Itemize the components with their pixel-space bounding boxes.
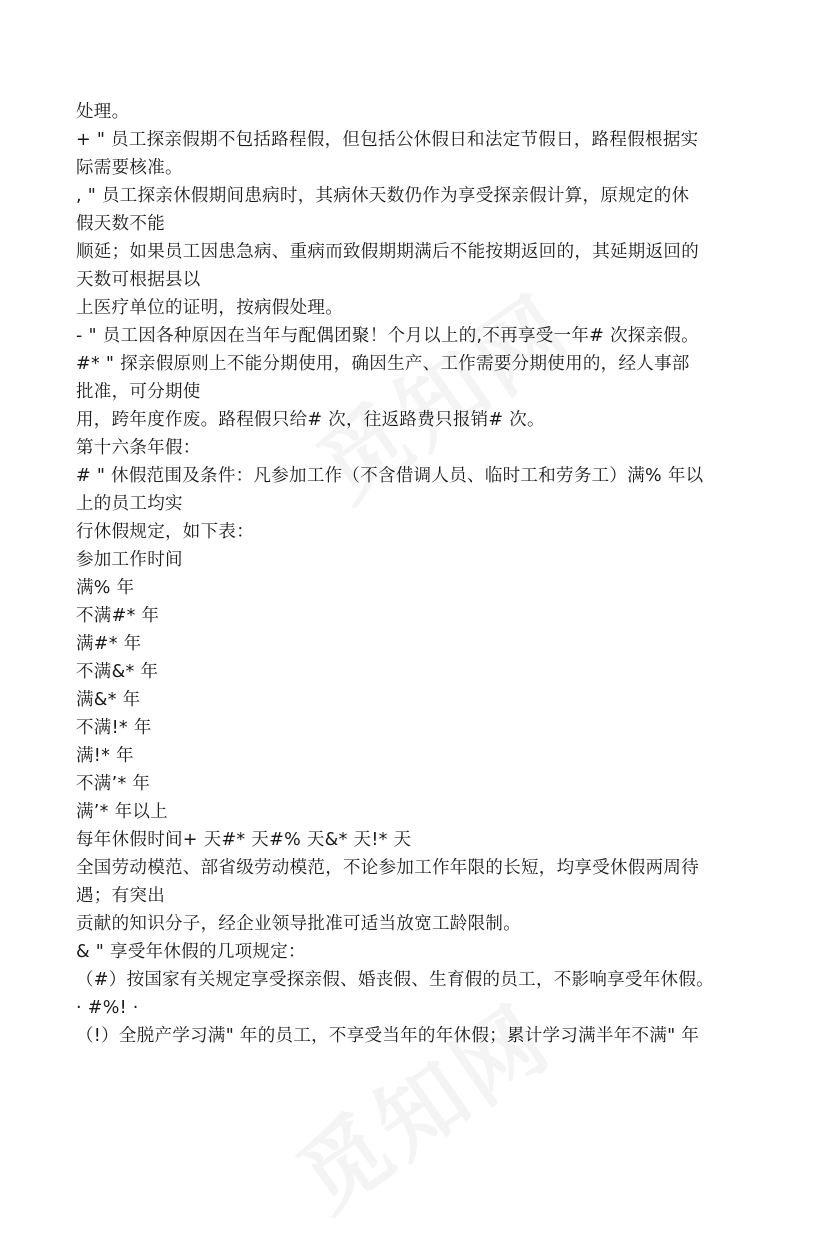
text-line: + " 员工探亲假期不包括路程假，但包括公休假日和法定节假日，路程假根据实 [76,130,699,150]
text-line: & " 享受年休假的几项规定： [76,942,306,962]
table-text: 参加工作时间 [76,550,183,570]
table-text: 满&* 年 [76,690,141,710]
text-line: #* " 探亲假原则上不能分期使用，确因生产、工作需要分期使用的，经人事部 [76,354,690,374]
table-text: 每年休假时间+ 天#* 天#% 天&* 天!* 天 [76,830,412,850]
text-line: 行休假规定，如下表： [76,522,254,542]
text-line: 处理。 [76,102,130,122]
text-line: # " 休假范围及条件：凡参加工作（不含借调人员、临时工和劳务工）满% 年以 [76,466,704,486]
table-text: 满’* 年以上 [76,802,168,822]
table-text: 不满&* 年 [76,662,159,682]
table-text: 不满!* 年 [76,718,152,738]
table-text: 满#* 年 [76,634,142,654]
text-line: 天数可根据县以 [76,270,201,290]
text-line: 贡献的知识分子，经企业领导批准可适当放宽工龄限制。 [76,914,521,934]
text-line: 上医疗单位的证明，按病假处理。 [76,298,343,318]
text-line: 顺延；如果员工因患急病、重病而致假期期满后不能按期返回的，其延期返回的 [76,242,699,262]
text-line: - " 员工因各种原因在当年与配偶团聚！个月以上的,不再享受一年# 次探亲假。 [76,326,699,346]
section-heading: 第十六条年假： [76,438,201,458]
text-line: 批准，可分期使 [76,382,201,402]
table-text: 不满#* 年 [76,606,160,626]
text-line: （#）按国家有关规定享受探亲假、婚丧假、生育假的员工，不影响享受年休假。 [76,970,714,990]
table-text: 满!* 年 [76,746,134,766]
text-line: （!）全脱产学习满" 年的员工，不享受当年的年休假；累计学习满半年不满" 年 [76,1026,700,1046]
text-line: 遇；有突出 [76,886,165,906]
table-text: 满% 年 [76,578,135,598]
text-line: 际需要核准。 [76,158,183,178]
text-line: , " 员工探亲休假期间患病时，其病休天数仍作为享受探亲假计算，原规定的休 [76,186,690,206]
text-line: 全国劳动模范、部省级劳动模范，不论参加工作年限的长短，均享受休假两周待 [76,858,699,878]
page-number: · #%! · [76,998,139,1018]
text-line: 用，跨年度作废。路程假只给# 次，往返路费只报销# 次。 [76,410,545,430]
document-body [76,98,766,1050]
text-line: 假天数不能 [76,214,165,234]
table-text: 不满’* 年 [76,774,151,794]
text-line: 上的员工均实 [76,494,183,514]
